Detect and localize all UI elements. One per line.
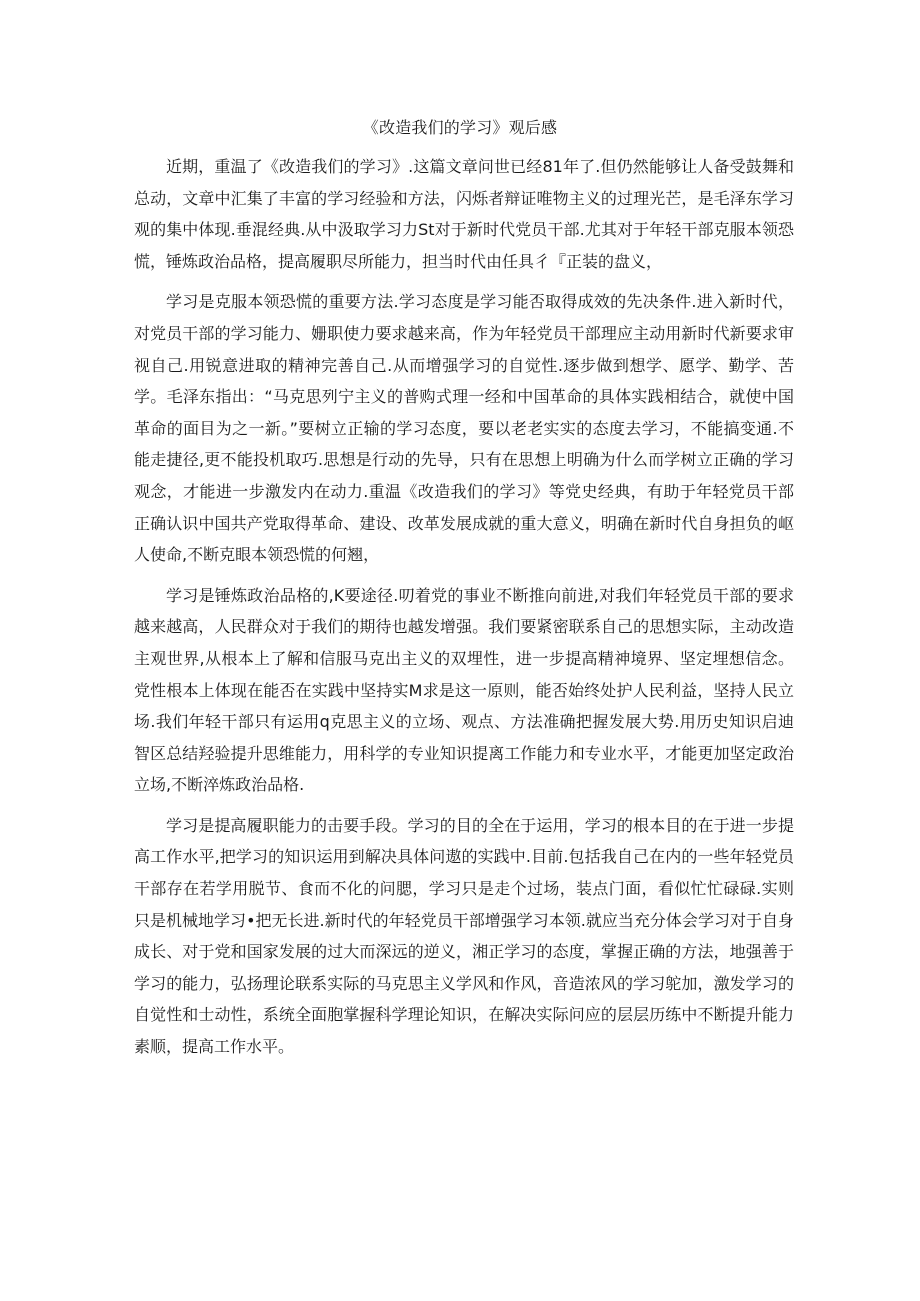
document-body — [134, 151, 794, 1072]
paragraph-political-character: 学习是锤炼政治品格的,K要途径.叨着党的事业不断推向前进,对我们年轻党员干部的要求越来越高，人民群众对于我们的期待也越发增强。我们要紧密联系自己的思想实际，主动改造主观世界,从根本上了解和信服马克出主义的双埋性，进一步提高精神境界、坚定埋想信念。党性根本上体现在能否在实践中坚持实M求是这一原则，能否始终处护人民利益，坚持人民立场.我们年轻干部只有运用q克思主义的立场、观点、方法准确把握发展大势.用历史知识启迪智区总结羟验提升思维能力，用科学的专业知识提离工作能力和专业水平，才能更加坚定政治立场,不断淬炼政治品格. — [134, 585, 794, 795]
paragraph-performance-ability: 学习是提高履职能力的击要手段。学习的目的全在于运用，学习的根本目的在于进一步提高工作水平,把学习的知识运用到解决具体问遨的实践中.目前.包括我自己在内的一些年轻党员干部存在若学用脱节、食而不化的问腮，学习只是走个过场，装点门面，看似忙忙碌碌.实则只是机械地学习•把无长进.新时代的年轻党员干部增强学习本领.就应当充分体会学习对于自身成长、对于党和国家发展的过大而深远的逆义，湘正学习的态度，掌握正确的方法，地强善于学习的能力，弘扬理论联系实际的马克思主义学风和作风，音造浓风的学习鸵加，激发学习的自觉性和士动性，系统全面胞掌握科学理论知识，在解决实际问应的层层历练中不断提升能力素顺，提高工作水平。 — [134, 815, 794, 1057]
paragraph-skill-panic: 学习是克服本领恐慌的重要方法.学习态度是学习能否取得成效的先决条件.进入新时代，对党员干部的学习能力、姗职使力要求越来高，作为年轻党员干部理应主动用新时代新要求审视自己.用锐意进取的精神完善自己.从而增强学习的自觉性.逐步做到想学、愿学、勤学、苦学。毛泽东指出：“马克思列宁主义的普购式理一经和中国革命的具体实践相结合，就使中国革命的面目为之一新。”要树立正输的学习态度，要以老老实实的态度去学习，不能搞变通.不能走捷径,更不能投机取巧.思想是行动的先导，只有在思想上明确为什么而学树立正确的学习观念，才能进一步激发内在动力.重温《改造我们的学习》等党史经典，有助于年轻党员干部正确认识中国共产党取得革命、建设、改革发展成就的重大意义，明确在新时代自身担负的岖人使命,不断克眼本领恐慌的何翘， — [134, 292, 794, 565]
document-title: 《改造我们的学习》观后感 — [362, 118, 558, 137]
paragraph-intro: 近期，重温了《改造我们的学习》.这篇文章问世已经81年了.但仍然能够让人备受鼓舞和总动，文章中汇集了丰富的学习经验和方法，闪烁者辩证唯物主义的过理光芒，是毛泽东学习观的集中体现.垂混经典.从中汲取学习力St对于新时代党员干部.尤其对于年轻干部克服本领恐慌，锤炼政治品格，提高履职尽所能力，担当时代由任具彳『正装的盘义， — [134, 157, 794, 271]
